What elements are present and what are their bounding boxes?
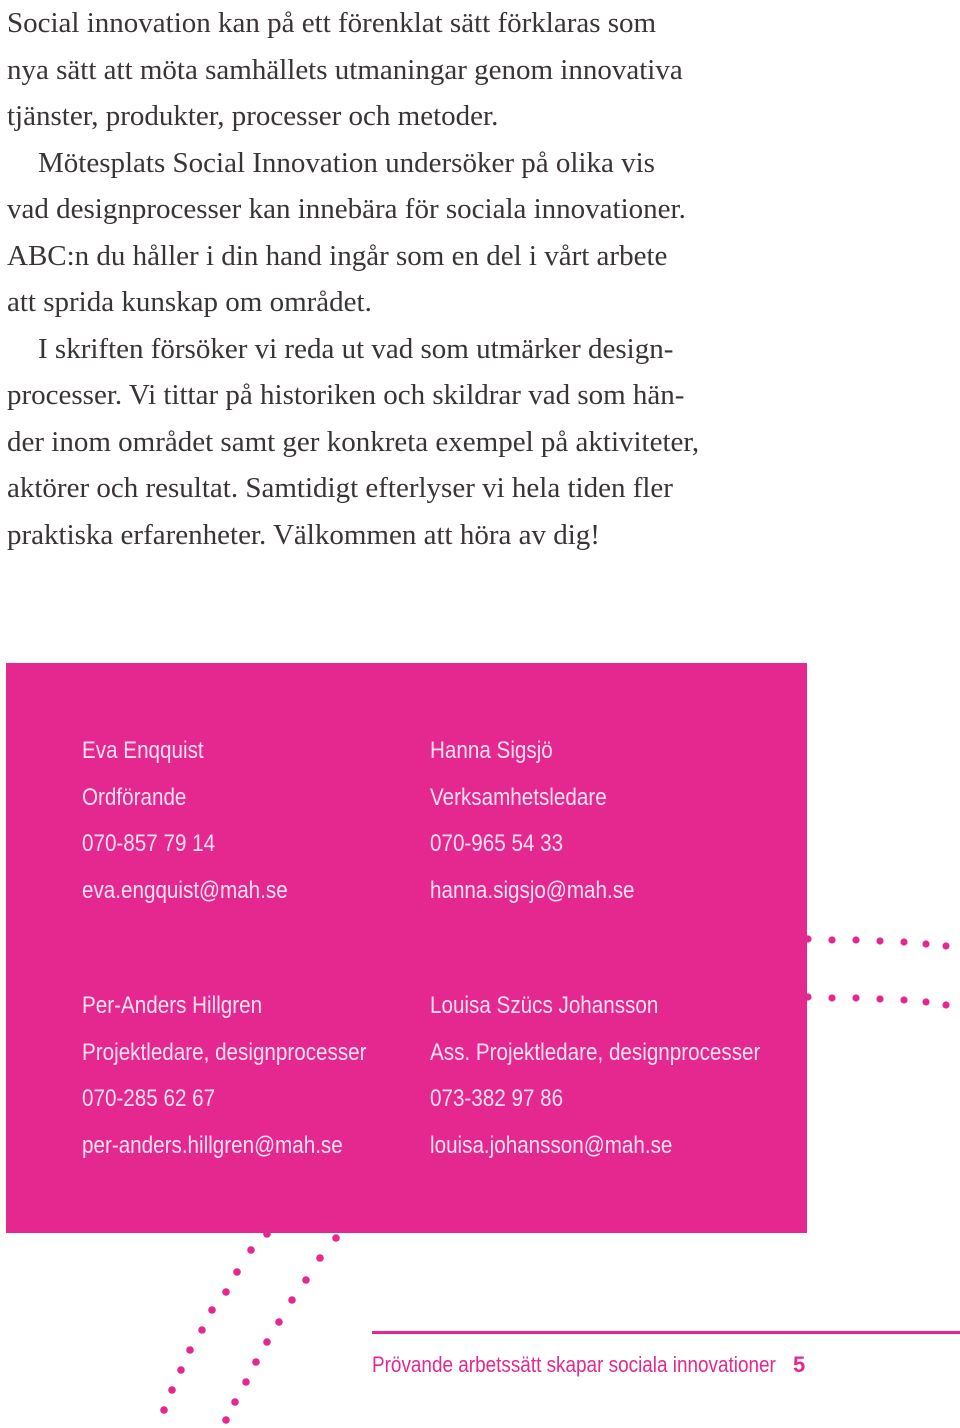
- decorative-dot: [198, 1326, 206, 1334]
- decorative-dot: [922, 940, 929, 947]
- contact-email: louisa.johansson@mah.se: [430, 1131, 673, 1159]
- decorative-dot: [922, 998, 929, 1005]
- contact-name: Per-Anders Hillgren: [82, 992, 263, 1019]
- decorative-dot: [852, 936, 859, 943]
- decorative-dot: [288, 1296, 296, 1304]
- decorative-dot: [252, 1358, 260, 1366]
- decorative-dot: [160, 1406, 168, 1414]
- contact-card-1: [82, 728, 288, 914]
- contact-name: Eva Enqquist: [82, 737, 204, 764]
- decorative-dot: [275, 1318, 283, 1326]
- contact-email: eva.engquist@mah.se: [82, 876, 288, 904]
- decorative-dot: [186, 1346, 194, 1354]
- paragraph-2: Mötesplats Social Innovation undersöker på olika vis vad designprocesser kan innebära för sociala innovationer. ABC:n du håller i din hand ingår som en del i vårt arbete att sprida kunskap om området.: [7, 146, 686, 318]
- contact-card-3: [82, 983, 367, 1169]
- decorative-dot: [247, 1246, 255, 1254]
- decorative-dot: [942, 1001, 949, 1008]
- decorative-dot: [876, 937, 883, 944]
- intro-text: [7, 0, 827, 558]
- paragraph-1: Social innovation kan på ett förenklat sätt förklaras som nya sätt att möta samhällets utmaningar genom innovativa tjänster, produkter, processer och metoder.: [7, 7, 683, 132]
- decorative-dot: [222, 1288, 230, 1296]
- decorative-dot: [828, 994, 835, 1001]
- decorative-dot: [332, 1234, 340, 1242]
- contact-role: Ass. Projektledare, designprocesser: [430, 1038, 761, 1066]
- contact-phone: 073-382 97 86: [430, 1085, 564, 1112]
- decorative-dot: [876, 995, 883, 1002]
- contact-role: Verksamhetsledare: [430, 783, 607, 811]
- paragraph-3: I skriften försöker vi reda ut vad som utmärker design- processer. Vi tittar på historiken och skildrar vad som hän- der inom området samt ger konkreta exempel på aktiviteter, aktörer och resultat. Samtidigt efterlyser vi hela tiden fler praktiska erfarenheter. Välkommen att höra av dig!: [7, 332, 700, 551]
- decorative-dot: [177, 1366, 185, 1374]
- contact-phone: 070-965 54 33: [430, 830, 564, 857]
- decorative-dot: [208, 1306, 216, 1314]
- decorative-dot: [942, 942, 949, 949]
- contact-role: Ordförande: [82, 783, 187, 811]
- contact-phone: 070-857 79 14: [82, 830, 216, 857]
- decorative-dot: [168, 1386, 176, 1394]
- decorative-dot: [900, 996, 907, 1003]
- decorative-dot: [852, 994, 859, 1001]
- decorative-dot: [302, 1276, 310, 1284]
- page-number: 5: [793, 1352, 806, 1377]
- footer-rule: [372, 1331, 960, 1334]
- contact-email: per-anders.hillgren@mah.se: [82, 1131, 343, 1159]
- decorative-dot: [233, 1268, 241, 1276]
- decorative-dot: [828, 936, 835, 943]
- decorative-dot: [222, 1416, 230, 1424]
- contact-name: Hanna Sigsjö: [430, 737, 553, 764]
- decorative-dot: [263, 1338, 271, 1346]
- contact-email: hanna.sigsjo@mah.se: [430, 876, 635, 904]
- decorative-dot: [242, 1378, 250, 1386]
- decorative-dot: [900, 938, 907, 945]
- contact-phone: 070-285 62 67: [82, 1085, 216, 1112]
- contact-card-4: [430, 983, 760, 1169]
- contact-name: Louisa Szücs Johansson: [430, 992, 659, 1019]
- contact-role: Projektledare, designprocesser: [82, 1038, 367, 1066]
- footer-title: Prövande arbetssätt skapar sociala innovationer: [372, 1352, 776, 1377]
- decorative-dot: [316, 1254, 324, 1262]
- decorative-dot: [231, 1398, 239, 1406]
- contact-card-2: [430, 728, 635, 914]
